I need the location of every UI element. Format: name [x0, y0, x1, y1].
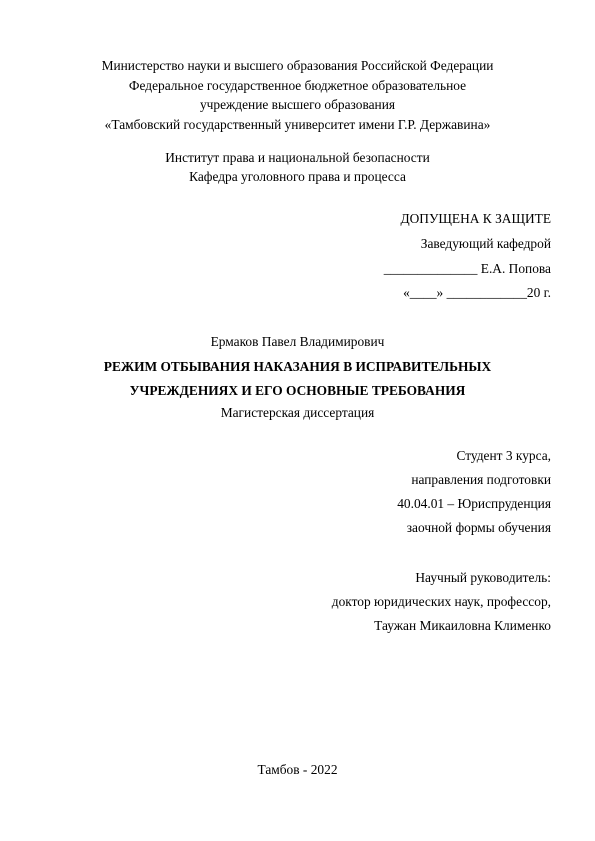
student-direction-label: направления подготовки: [411, 472, 551, 487]
student-course: Студент 3 курса,: [456, 448, 551, 463]
department-name: Кафедра уголовного права и процесса: [189, 169, 406, 184]
supervisor-degree: доктор юридических наук, профессор,: [331, 594, 551, 609]
supervisor-name: Таужан Микаиловна Клименко: [374, 618, 551, 633]
institution-line-1: Федеральное государственное бюджетное образовательное: [128, 78, 467, 93]
approval-status: ДОПУЩЕНА К ЗАЩИТЕ: [400, 211, 551, 226]
student-study-form: заочной формы обучения: [406, 520, 551, 535]
approval-date-line: «____» ____________20 г.: [403, 285, 551, 300]
thesis-title-line-1: РЕЖИМ ОТБЫВАНИЯ НАКАЗАНИЯ В ИСПРАВИТЕЛЬНЫХ: [103, 359, 492, 374]
institution-line-2: учреждение высшего образования: [199, 97, 396, 112]
author-name: Ермаков Павел Владимирович: [210, 334, 385, 349]
supervisor-label: Научный руководитель:: [415, 570, 551, 585]
university-name: «Тамбовский государственный университет имени Г.Р. Державина»: [104, 117, 491, 132]
student-direction-code: 40.04.01 – Юриспруденция: [397, 496, 551, 511]
institute-name: Институт права и национальной безопасности: [165, 150, 430, 165]
approval-signature-line: ______________ Е.А. Попова: [383, 261, 551, 276]
city-year: Тамбов - 2022: [257, 762, 338, 777]
thesis-title-line-2: УЧРЕЖДЕНИЯХ И ЕГО ОСНОВНЫЕ ТРЕБОВАНИЯ: [129, 383, 466, 398]
approval-role: Заведующий кафедрой: [420, 236, 551, 251]
thesis-type: Магистерская диссертация: [220, 405, 375, 420]
ministry-line: Министерство науки и высшего образования Российской Федерации: [101, 58, 494, 73]
